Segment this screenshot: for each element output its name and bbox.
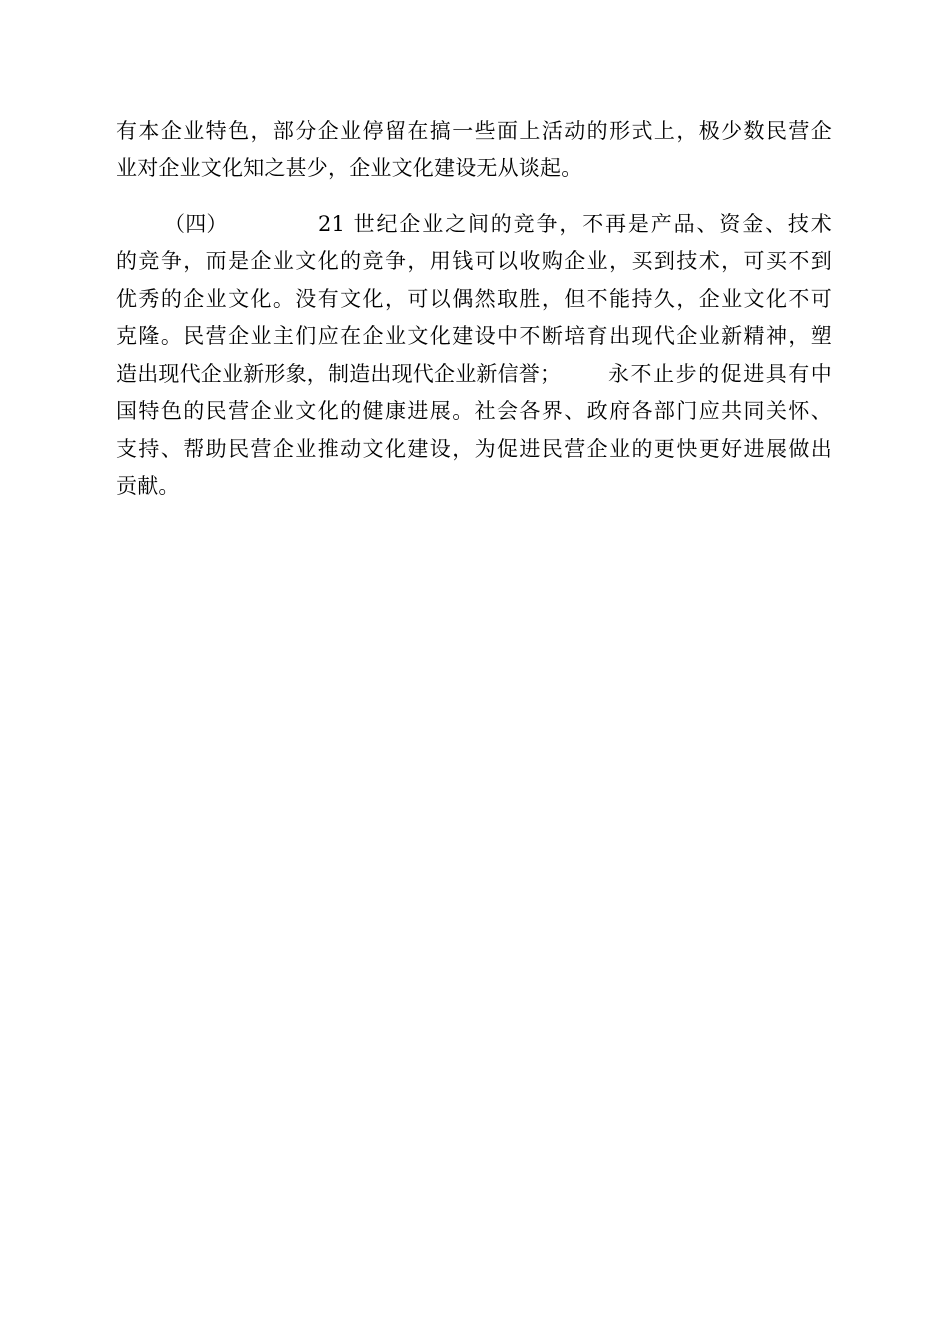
paragraph2-line-1 <box>116 206 832 242</box>
paragraph1-line-2: 业对企业文化知之甚少，企业文化建设无从谈起。 <box>116 156 583 180</box>
paragraph2-line-5 <box>116 356 832 392</box>
paragraph2-line-5-tail: 永不止步的促进具有中 <box>608 362 832 386</box>
section-label: （四） <box>164 212 228 236</box>
paragraph2-first-line-text: 21 世纪企业之间的竞争，不再是产品、资金、技术 <box>318 212 832 236</box>
paragraph2-line-4: 克隆。民营企业主们应在企业文化建设中不断培育出现代企业新精神，塑 <box>116 324 832 348</box>
paragraph1-line-1: 有本企业特色，部分企业停留在搞一些面上活动的形式上，极少数民营企 <box>116 119 832 143</box>
paragraph2-line-8: 贡献。 <box>116 474 180 498</box>
paragraph2-line-7: 支持、帮助民营企业推动文化建设，为促进民营企业的更快更好进展做出 <box>116 437 832 461</box>
paragraph2-line-6: 国特色的民营企业文化的健康进展。社会各界、政府各部门应共同关怀、 <box>116 399 832 423</box>
paragraph2-line-3: 优秀的企业文化。没有文化，可以偶然取胜，但不能持久，企业文化不可 <box>116 287 832 311</box>
paragraph2-line-2: 的竞争，而是企业文化的竞争，用钱可以收购企业，买到技术，可买不到 <box>116 249 832 273</box>
paragraph2-line-5-head: 造出现代企业新形象，制造出现代企业新信誉； <box>116 362 562 386</box>
